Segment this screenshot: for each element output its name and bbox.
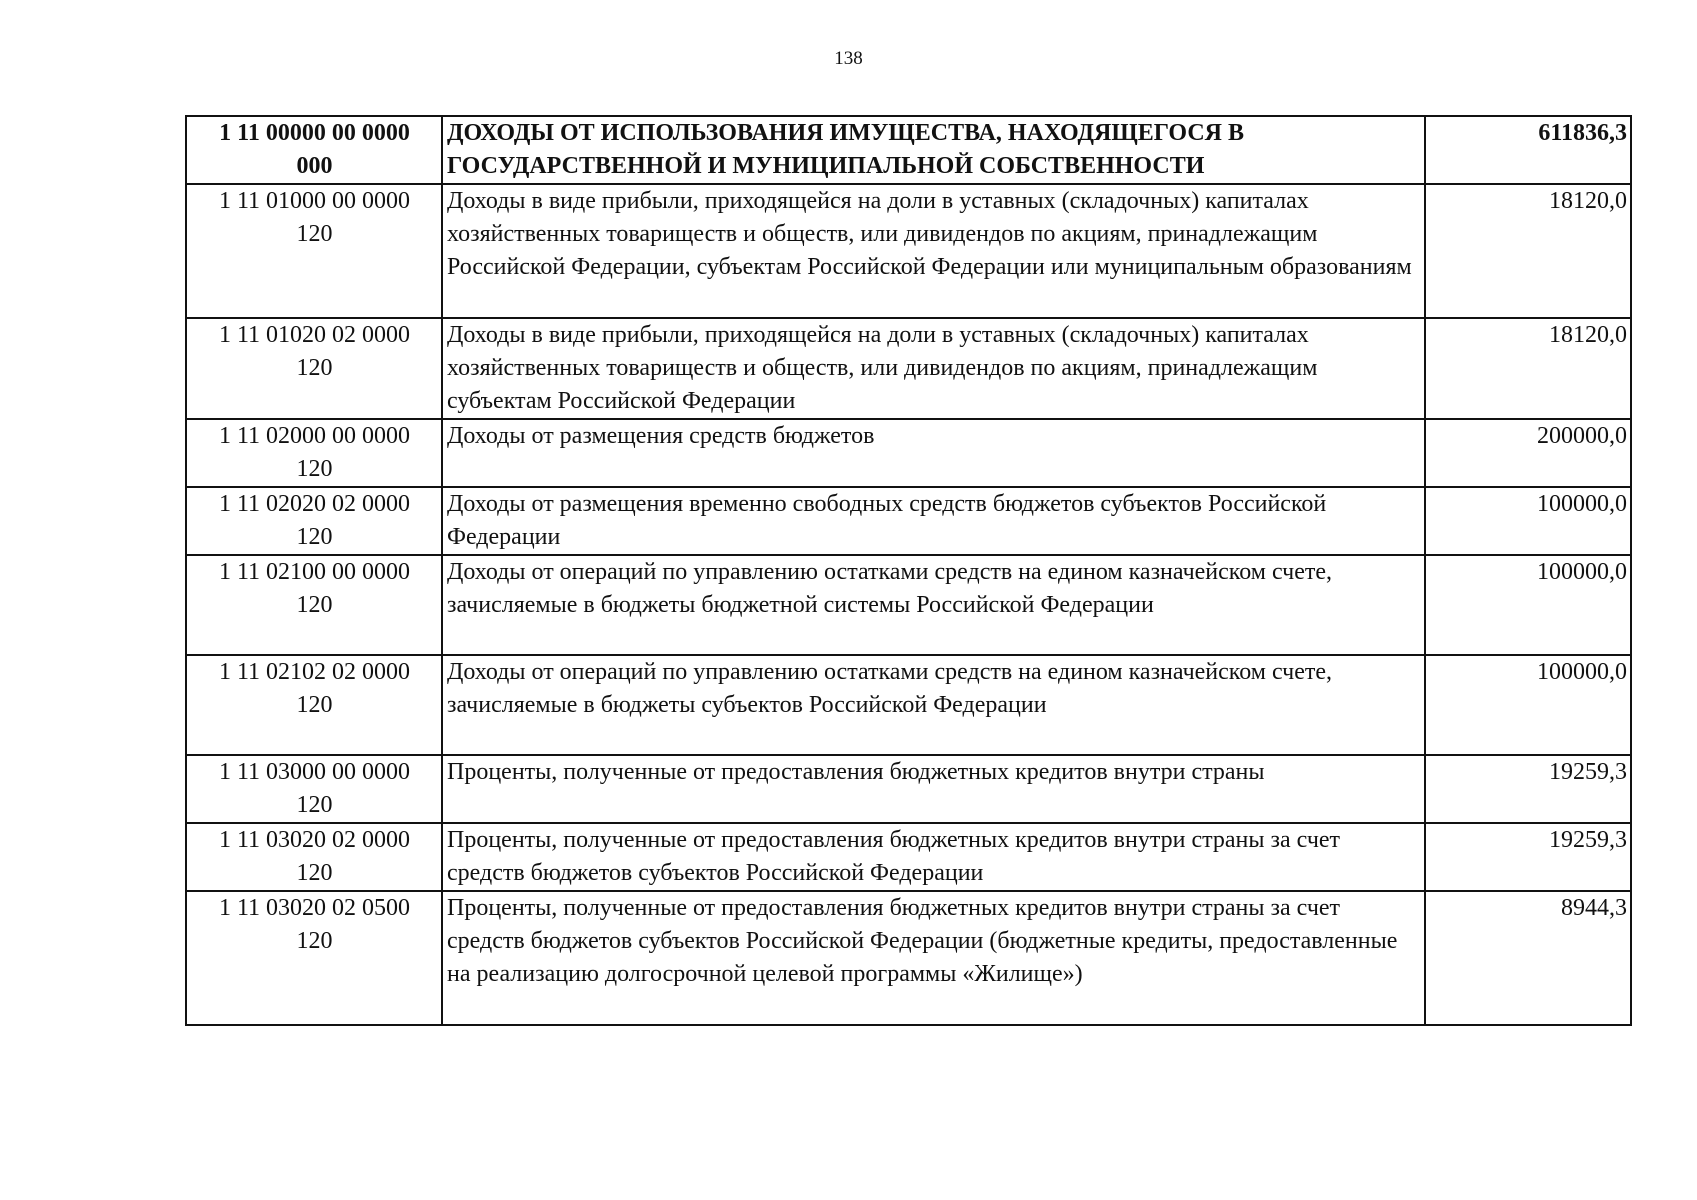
amount-cell: 200000,0 (1425, 419, 1631, 487)
table-row (186, 184, 1631, 318)
budget-code-cell: 1 11 02102 02 0000 120 (186, 655, 442, 755)
revenue-name-cell: Проценты, полученные от предоставления бюджетных кредитов внутри страны за счет средств бюджетов субъектов Российской Федерации (442, 823, 1425, 891)
revenue-name-cell: Доходы от операций по управлению остатками средств на едином казначейском счете, зачисляемые в бюджеты бюджетной системы Российской Федерации (442, 555, 1425, 655)
budget-code-cell: 1 11 02100 00 0000 120 (186, 555, 442, 655)
table-row (186, 116, 1631, 184)
table-row (186, 755, 1631, 823)
budget-code-cell: 1 11 03000 00 0000 120 (186, 755, 442, 823)
table-row (186, 487, 1631, 555)
table-row (186, 823, 1631, 891)
amount-cell: 19259,3 (1425, 755, 1631, 823)
table-row (186, 419, 1631, 487)
budget-code-cell: 1 11 02000 00 0000 120 (186, 419, 442, 487)
budget-code-cell: 1 11 03020 02 0500 120 (186, 891, 442, 1025)
table-row (186, 891, 1631, 1025)
amount-cell: 18120,0 (1425, 318, 1631, 419)
amount-cell: 100000,0 (1425, 487, 1631, 555)
table-row (186, 655, 1631, 755)
revenue-name-cell: Доходы в виде прибыли, приходящейся на доли в уставных (складочных) капиталах хозяйственных товариществ и обществ, или дивидендов по акциям, принадлежащим Российской Федерации, субъектам Российской Федерации или муниципальным образованиям (442, 184, 1425, 318)
page-number: 138 (834, 48, 863, 69)
revenue-name-cell: Доходы от размещения временно свободных средств бюджетов субъектов Российской Федерации (442, 487, 1425, 555)
amount-cell: 100000,0 (1425, 655, 1631, 755)
amount-cell: 611836,3 (1425, 116, 1631, 184)
amount-cell: 18120,0 (1425, 184, 1631, 318)
budget-code-cell: 1 11 00000 00 0000 000 (186, 116, 442, 184)
revenue-name-cell: Проценты, полученные от предоставления бюджетных кредитов внутри страны (442, 755, 1425, 823)
revenue-name-cell: ДОХОДЫ ОТ ИСПОЛЬЗОВАНИЯ ИМУЩЕСТВА, НАХОДЯЩЕГОСЯ В ГОСУДАРСТВЕННОЙ И МУНИЦИПАЛЬНОЙ СОБСТВЕННОСТИ (442, 116, 1425, 184)
amount-cell: 8944,3 (1425, 891, 1631, 1025)
revenue-name-cell: Доходы в виде прибыли, приходящейся на доли в уставных (складочных) капиталах хозяйственных товариществ и обществ, или дивидендов по акциям, принадлежащим субъектам Российской Федерации (442, 318, 1425, 419)
budget-code-cell: 1 11 01000 00 0000 120 (186, 184, 442, 318)
budget-code-cell: 1 11 02020 02 0000 120 (186, 487, 442, 555)
amount-cell: 19259,3 (1425, 823, 1631, 891)
revenue-name-cell: Доходы от размещения средств бюджетов (442, 419, 1425, 487)
table-row (186, 318, 1631, 419)
table-row (186, 555, 1631, 655)
budget-code-cell: 1 11 01020 02 0000 120 (186, 318, 442, 419)
amount-cell: 100000,0 (1425, 555, 1631, 655)
budget-code-cell: 1 11 03020 02 0000 120 (186, 823, 442, 891)
revenue-table (185, 115, 1632, 1026)
revenue-name-cell: Проценты, полученные от предоставления бюджетных кредитов внутри страны за счет средств бюджетов субъектов Российской Федерации (бюджетные кредиты, предоставленные на реализацию долгосрочной целевой программы «Жилище») (442, 891, 1425, 1025)
revenue-name-cell: Доходы от операций по управлению остатками средств на едином казначейском счете, зачисляемые в бюджеты субъектов Российской Федерации (442, 655, 1425, 755)
